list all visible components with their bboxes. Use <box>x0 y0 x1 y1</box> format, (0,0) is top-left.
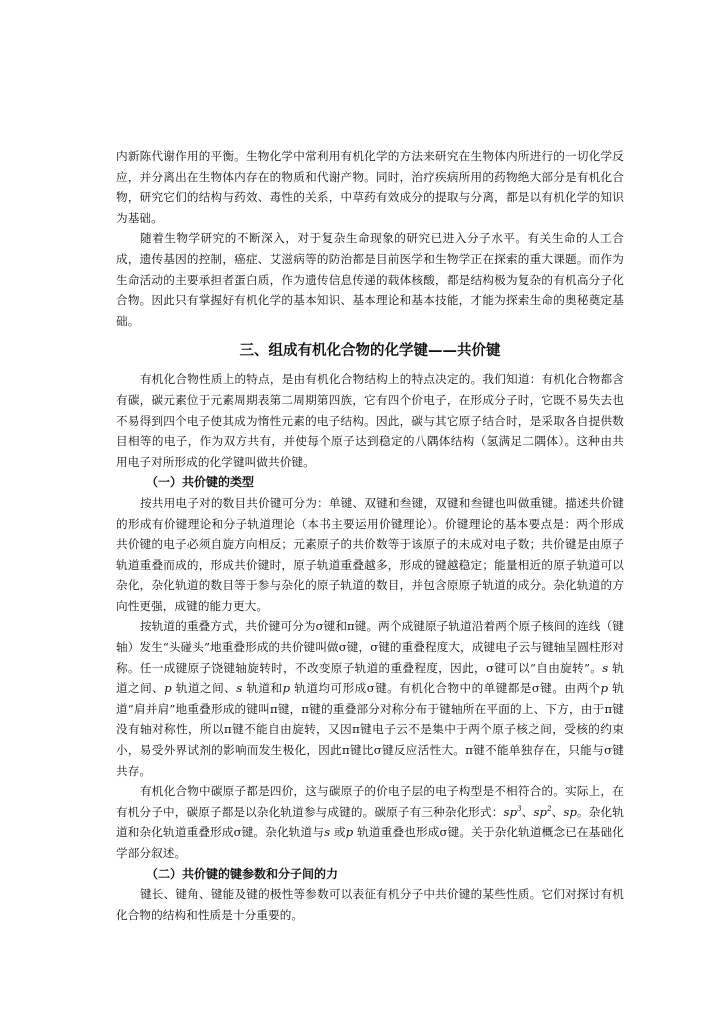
paragraph-bond-parameters: 键长、键角、键能及键的极性等参数可以表征有机分子中共价键的某些性质。它们对探讨有机化合物的结构和性质是十分重要的。 <box>116 887 624 922</box>
orbital-s-symbol: s <box>324 825 331 840</box>
sp-symbol: sp <box>563 804 577 819</box>
sp2-symbol: $sp^2$ <box>533 804 552 819</box>
paragraph-life-research: 随着生物学研究的不断深入，对于复杂生命现象的研究已进入分子水平。有关生命的人工合成，遗传基因的控制，癌症、艾滋病等的防治都是目前医学和生物学正在探索的重大课题。而作为生命活动的主要承担者蛋白质，作为遗传信息传递的载体核酸，都是结构极为复杂的有机高分子化合物。因此只有掌握好有机化学的基本知识、基本理论和基本技能，才能为探索生命的奥秘奠定基础。 <box>116 231 624 328</box>
separator: 、 <box>551 804 564 819</box>
paragraph-sigma-pi-bonds <box>116 616 624 781</box>
pi-bond-text: 轨道均可形成σ键。有机化合物中的单键都是σ键。由两个 <box>290 681 601 696</box>
hybridization-text: 有机化合物中碳原子都是四价，这与碳原子的价电子层的电子构型是不相符合的。实际上，在有机分子中，碳原子都是以杂化轨道参与成键的。碳原子有三种杂化形式： <box>116 784 624 819</box>
orbital-text: 轨道之间、 <box>171 681 237 696</box>
subheading-bond-types: （一）共价键的类型 <box>146 475 255 490</box>
orbital-p-symbol: p <box>345 825 354 840</box>
orbital-s-symbol: s <box>602 660 609 675</box>
sp3-symbol: $sp^3$ <box>503 804 522 819</box>
hybridization-text: 或 <box>330 825 346 840</box>
paragraph-organic-properties: 有机化合物性质上的特点，是由有机化合物结构上的特点决定的。我们知道：有机化合物都含有碳，碳元素位于元素周期表第二周期第四族，它有四个价电子，在形成分子时，它既不易失去也不易得到四个电子使其成为惰性元素的电子结构。因此，碳与其它原子结合时，是采取各自提供数目相等的电子，作为双方共有，并使每个原子达到稳定的八隅体结构（氢满足二隅体）。这种由共用电子对所形成的化学键叫做共价键。 <box>116 372 624 469</box>
paragraph-valence-theory: 按共用电子对的数目共价键可分为：单键、双键和叁键，双键和叁键也叫做重键。描述共价键的形成有价键理论和分子轨道理论（本书主要运用价键理论）。价键理论的基本要点是：两个形成共价键的电子必须自旋方向相反；元素原子的共价数等于该原子的未成对电子数；共价键是由原子轨道重叠而成的，形成共价键时，原子轨道重叠越多，形成的键越稳定；能量相近的原子轨道可以杂化，杂化轨道的数目等于参与杂化的原子轨道的数目，并包含原原子轨道的成分。杂化轨道的方向性更强，成键的能力更大。 <box>116 495 624 613</box>
document-page <box>116 146 624 925</box>
orbital-s-symbol: s <box>236 681 243 696</box>
section-title-covalent-bond: 三、组成有机化合物的化学键——共价键 <box>239 343 501 360</box>
orbital-text: 轨道之间、 <box>116 660 624 696</box>
paragraph-metabolism: 内新陈代谢作用的平衡。生物化学中常利用有机化学的方法来研究在生物体内所进行的一切化学反应，并分离出在生物体内存在的物质和代谢产物。同时，治疗疾病所用的药物绝大部分是有机化合物，研究它们的结构与药效、毒性的关系，中草药有效成分的提取与分离，都是以有机化学的知识为基础。 <box>116 149 624 225</box>
hybridization-text: 轨道重叠也形成σ键。关于杂化轨道概念已在基础化学部分叙述。 <box>116 825 624 860</box>
pi-bond-text: 轨道“肩并肩”地重叠形成的键叫π键，π键的重叠部分对称分布于键轴所在平面的上、下方，由于π键没有轴对称性，所以π键不能自由旋转，又因π键电子云不是集中于两个原子核之间，受核的约束小，易受外界试剂的影响而发生极化，因此π键比σ键反应活性大。π键不能单独存在，只能与σ键共存。 <box>116 681 624 778</box>
orbital-p-symbol: p <box>282 681 291 696</box>
orbital-text: 轨道和 <box>242 681 283 696</box>
orbital-p-symbol: p <box>164 681 172 696</box>
subheading-bond-parameters: （二）共价键的键参数和分子间的力 <box>146 866 339 881</box>
hybridization-text: 。杂化轨道和杂化轨道重叠形成σ键。杂化轨道与 <box>116 804 624 840</box>
orbital-p-symbol: p <box>600 681 609 696</box>
sigma-bond-text: 按轨道的重叠方式，共价键可分为σ键和π键。两个成键原子轨道沿着两个原子核间的连线（键轴）发生“头碰头”地重叠形成的共价键叫做σ键，σ键的重叠程度大，成键电子云与键轴呈圆柱形对称。任一成键原子饶键轴旋转时，不改变原子轨道的重叠程度，因此，σ键可以“自由旋转”。 <box>116 619 624 675</box>
paragraph-hybridization <box>116 781 624 863</box>
separator: 、 <box>521 804 534 819</box>
